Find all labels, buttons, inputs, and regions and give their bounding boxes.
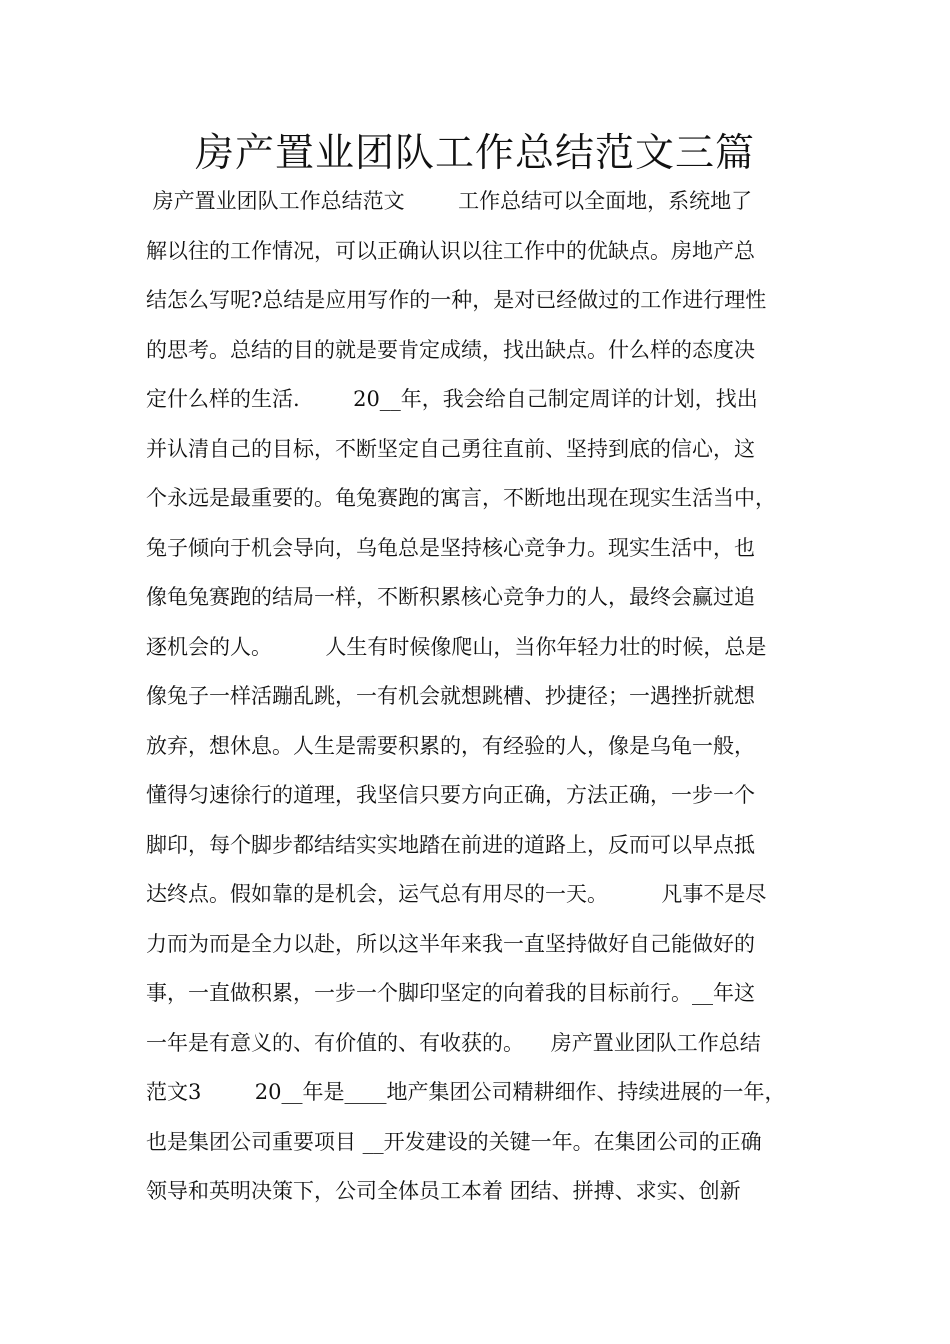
document-body bbox=[146, 177, 816, 1217]
body-line: 的思考。总结的目的就是要肯定成绩，找出缺点。什么样的态度决 bbox=[146, 337, 755, 362]
body-line: 逐机会的人。 人生有时候像爬山，当你年轻力壮的时候，总是 bbox=[146, 634, 767, 659]
body-line: 事，一直做积累，一步一个脚印坚定的向着我的目标前行。__年这 bbox=[146, 981, 755, 1005]
body-line: 放弃，想休息。人生是需要积累的，有经验的人，像是乌龟一般， bbox=[146, 733, 755, 758]
body-line: 并认清自己的目标，不断坚定自己勇往直前、坚持到底的信心，这 bbox=[146, 436, 755, 461]
body-line: 也是集团公司重要项目 __开发建设的关键一年。在集团公司的正确 bbox=[146, 1129, 762, 1154]
body-line: 懂得匀速徐行的道理，我坚信只要方向正确，方法正确，一步一个 bbox=[146, 783, 755, 807]
body-line: 兔子倾向于机会导向，乌龟总是坚持核心竞争力。现实生活中，也 bbox=[146, 535, 755, 560]
body-line: 像兔子一样活蹦乱跳，一有机会就想跳槽、抄捷径；一遇挫折就想 bbox=[146, 684, 755, 708]
body-line: 达终点。假如靠的是机会，运气总有用尽的一天。 凡事不是尽 bbox=[146, 882, 767, 906]
body-line: 结怎么写呢?总结是应用写作的一种，是对已经做过的工作进行理性 bbox=[146, 288, 767, 312]
body-line: 领导和英明决策下，公司全体员工本着 团结、拼搏、求实、创新 bbox=[146, 1179, 741, 1203]
body-line: 一年是有意义的、有价值的、有收获的。 房产置业团队工作总结 bbox=[146, 1030, 761, 1055]
body-line: 个永远是最重要的。龟兔赛跑的寓言，不断地出现在现实生活当中， bbox=[146, 486, 776, 510]
body-line: 像龟兔赛跑的结局一样，不断积累核心竞争力的人，最终会赢过追 bbox=[146, 585, 755, 609]
body-line: 力而为而是全力以赴，所以这半年来我一直坚持做好自己能做好的 bbox=[146, 931, 755, 956]
body-line: 解以往的工作情况，可以正确认识以往工作中的优缺点。房地产总 bbox=[146, 238, 755, 263]
body-line: 定什么样的生活. 20__年，我会给自己制定周详的计划，找出 bbox=[146, 387, 758, 411]
body-line: 脚印，每个脚步都结结实实地踏在前进的道路上，反而可以早点抵 bbox=[146, 832, 755, 857]
document-title: 房产置业团队工作总结范文三篇 bbox=[194, 131, 755, 176]
body-line: 范文3 20__年是____地产集团公司精耕细作、持续进展的一年， bbox=[146, 1080, 786, 1104]
body-line: 房产置业团队工作总结范文 工作总结可以全面地，系统地了 bbox=[146, 189, 753, 213]
